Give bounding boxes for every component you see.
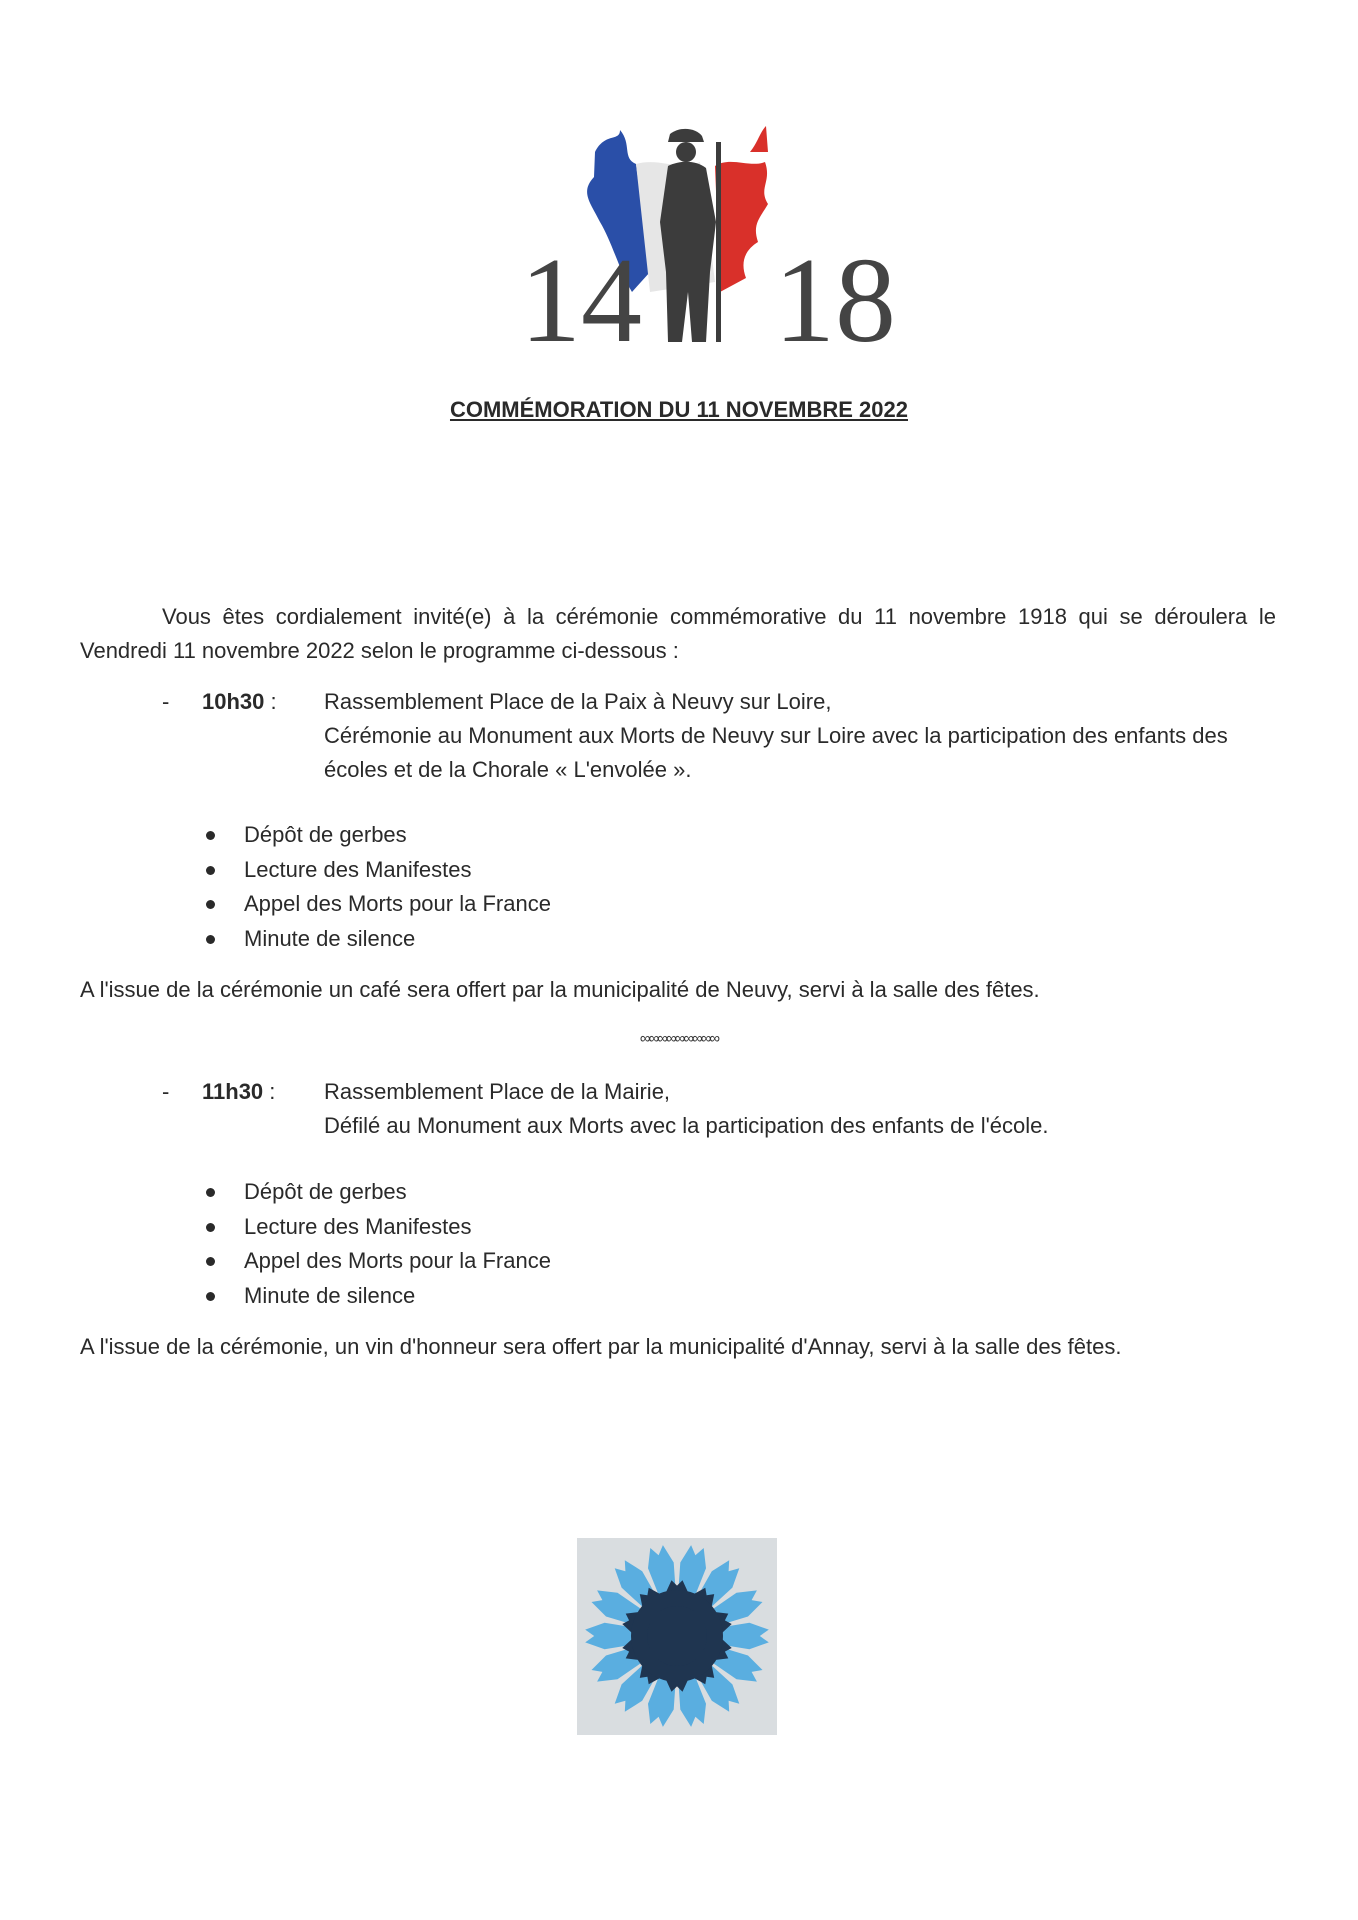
bleuet-de-france-emblem: [577, 1538, 777, 1735]
program-1-line-3: écoles et de la Chorale « L'envolée ».: [324, 757, 692, 782]
list-item: Dépôt de gerbes: [206, 1175, 551, 1210]
section-separator: ∞∞∞∞∞∞∞∞∞: [639, 1030, 719, 1047]
list-item: Lecture des Manifestes: [206, 853, 551, 888]
program-2-line-2: Défilé au Monument aux Morts avec la participation des enfants de l'école.: [324, 1113, 1049, 1138]
program-2-closing: A l'issue de la cérémonie, un vin d'honneur sera offert par la municipalité d'Annay, servi à la salle des fêtes.: [80, 1334, 1122, 1359]
program-2-line-1: Rassemblement Place de la Mairie,: [324, 1079, 671, 1104]
page-title: COMMÉMORATION DU 11 NOVEMBRE 2022: [449, 397, 908, 422]
bleuet-de-france-icon: [577, 1538, 777, 1735]
list-item: Lecture des Manifestes: [206, 1210, 551, 1245]
program-1-colon: :: [270, 689, 277, 714]
program-1-dash: -: [162, 689, 170, 714]
program-2-colon: :: [269, 1079, 276, 1104]
list-item: Appel des Morts pour la France: [206, 1244, 551, 1279]
list-item: Minute de silence: [206, 1279, 551, 1314]
program-1-time: [202, 685, 277, 719]
program-1-line-2: Cérémonie au Monument aux Morts de Neuvy sur Loire avec la participation des enfants des: [324, 723, 1228, 748]
logo-year-end: 18: [774, 233, 896, 368]
program-1-list: [206, 818, 551, 956]
program-1-time-value: 10h30: [202, 689, 265, 714]
intro-text: Vous êtes cordialement invité(e) à la cérémonie commémorative du 11 novembre 1918 qui se déroulera le Vendredi 11 novembre 2022 selon le programme ci-dessous :: [80, 604, 1276, 663]
list-item: Minute de silence: [206, 922, 551, 957]
program-2-time: [202, 1075, 275, 1109]
program-2-dash: -: [162, 1079, 170, 1104]
program-1-closing: A l'issue de la cérémonie un café sera offert par la municipalité de Neuvy, servi à la salle des fêtes.: [80, 977, 1040, 1002]
logo-year-start: 14: [520, 233, 642, 368]
intro-paragraph: [80, 600, 1276, 668]
commemoration-logo: [520, 122, 900, 368]
list-item: Appel des Morts pour la France: [206, 887, 551, 922]
list-item: Dépôt de gerbes: [206, 818, 551, 853]
program-2-time-value: 11h30: [202, 1079, 264, 1104]
program-2-list: [206, 1175, 551, 1313]
program-1-line-1: Rassemblement Place de la Paix à Neuvy sur Loire,: [324, 689, 832, 714]
